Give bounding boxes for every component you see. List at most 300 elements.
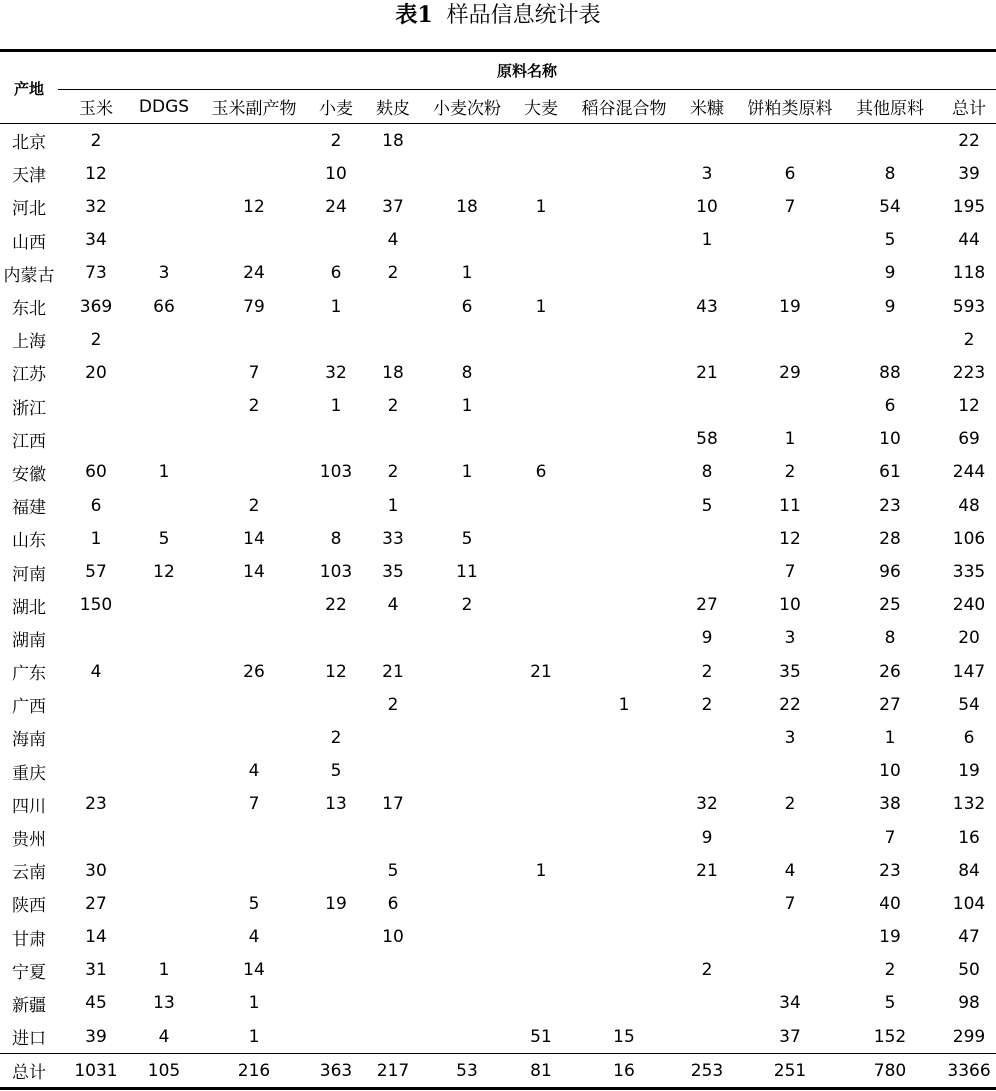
table-cell: 35	[382, 562, 404, 583]
table-cell	[506, 688, 576, 721]
table-cell: 1	[248, 1026, 260, 1047]
table-cell: 66	[153, 296, 175, 317]
table-cell	[134, 423, 194, 456]
table-cell	[134, 755, 194, 788]
table-cell: 2	[387, 263, 399, 284]
region-name: 四川	[12, 796, 46, 817]
table-cell: 369	[79, 296, 113, 317]
table-cell: 33	[382, 528, 404, 549]
table-cell: 1	[330, 296, 342, 317]
table-cell	[58, 721, 134, 754]
table-cell	[576, 257, 672, 290]
region-name: 广东	[12, 664, 46, 685]
table-cell	[576, 755, 672, 788]
table-cell: 81	[506, 1054, 576, 1089]
table-cell: 25	[879, 595, 901, 616]
table-cell	[314, 1020, 358, 1054]
table-cell	[742, 257, 838, 290]
table-cell	[428, 987, 506, 1020]
material-group-header: 原料名称	[58, 51, 996, 90]
region-name: 甘肃	[12, 929, 46, 950]
table-cell	[358, 323, 428, 356]
table-cell: 10	[879, 761, 901, 782]
table-cell	[506, 555, 576, 588]
table-cell	[742, 390, 838, 423]
table-cell: 2	[90, 329, 102, 350]
table-cell: 24	[325, 196, 347, 217]
table-cell: 1	[535, 196, 547, 217]
table-cell	[428, 755, 506, 788]
table-cell: 6	[535, 462, 547, 483]
table-cell: 8	[461, 362, 473, 383]
table-cell: 6	[884, 396, 896, 417]
table-cell	[358, 821, 428, 854]
table-cell: 9	[884, 296, 896, 317]
table-cell: 1	[248, 993, 260, 1014]
column-header: 大麦	[506, 90, 576, 124]
table-cell	[672, 124, 742, 158]
table-cell: 73	[85, 263, 107, 284]
table-cell	[506, 622, 576, 655]
table-cell: 20	[85, 362, 107, 383]
table-cell: 105	[134, 1054, 194, 1089]
table-cell: 21	[382, 661, 404, 682]
table-cell	[672, 555, 742, 588]
table-cell: 79	[243, 296, 265, 317]
table-cell	[134, 356, 194, 389]
table-cell: 4	[248, 927, 260, 948]
table-cell	[428, 655, 506, 688]
table-cell	[358, 755, 428, 788]
column-header: 稻谷混合物	[576, 90, 672, 124]
table-cell: 10	[779, 595, 801, 616]
table-cell: 23	[85, 794, 107, 815]
table-cell: 2	[387, 694, 399, 715]
table-cell: 51	[530, 1026, 552, 1047]
table-cell: 5	[158, 528, 170, 549]
table-cell: 23	[879, 495, 901, 516]
table-cell	[314, 622, 358, 655]
table-cell: 19	[325, 893, 347, 914]
table-cell: 14	[243, 562, 265, 583]
table-cell: 21	[530, 661, 552, 682]
table-cell	[194, 323, 314, 356]
table-caption	[0, 0, 996, 30]
table-cell: 299	[952, 1026, 986, 1047]
table-row	[0, 489, 996, 522]
table-cell: 335	[952, 562, 986, 583]
table-cell	[134, 157, 194, 190]
table-row	[0, 854, 996, 887]
table-row	[0, 323, 996, 356]
table-cell: 10	[879, 429, 901, 450]
region-name: 山东	[12, 531, 46, 552]
table-cell: 13	[325, 794, 347, 815]
table-cell	[134, 921, 194, 954]
table-cell: 57	[85, 562, 107, 583]
table-cell: 2	[330, 727, 342, 748]
table-cell: 1	[535, 296, 547, 317]
table-cell: 4	[387, 230, 399, 251]
table-row	[0, 356, 996, 389]
table-cell: 7	[248, 362, 260, 383]
table-cell: 3	[784, 727, 796, 748]
table-cell: 22	[958, 130, 980, 151]
table-row	[0, 755, 996, 788]
table-row	[0, 390, 996, 423]
table-row	[0, 290, 996, 323]
table-cell: 2	[387, 396, 399, 417]
region-name: 重庆	[12, 763, 46, 784]
table-cell: 2	[248, 396, 260, 417]
table-cell	[576, 987, 672, 1020]
table-cell: 31	[85, 960, 107, 981]
table-cell	[576, 887, 672, 920]
table-cell: 2	[784, 794, 796, 815]
table-cell	[672, 921, 742, 954]
table-cell: 1	[90, 528, 102, 549]
table-cell: 2	[90, 130, 102, 151]
table-cell: 38	[879, 794, 901, 815]
region-name: 海南	[12, 730, 46, 751]
table-cell: 217	[358, 1054, 428, 1089]
table-cell	[672, 887, 742, 920]
table-cell: 2	[387, 462, 399, 483]
caption-number: 表1	[395, 2, 433, 28]
table-cell: 6	[90, 495, 102, 516]
table-cell: 4	[90, 661, 102, 682]
region-name: 河南	[12, 564, 46, 585]
column-header: 米糠	[672, 90, 742, 124]
table-cell: 1	[461, 396, 473, 417]
table-cell	[428, 788, 506, 821]
table-cell: 4	[248, 761, 260, 782]
column-header: 总计	[942, 90, 996, 124]
table-cell: 10	[382, 927, 404, 948]
table-cell	[672, 390, 742, 423]
table-cell	[194, 456, 314, 489]
table-cell: 244	[952, 462, 986, 483]
region-name: 宁夏	[12, 962, 46, 983]
region-name: 新疆	[12, 995, 46, 1016]
table-cell	[134, 589, 194, 622]
table-cell	[742, 224, 838, 257]
table-row	[0, 124, 996, 158]
table-cell	[742, 124, 838, 158]
table-cell: 8	[701, 462, 713, 483]
table-cell	[194, 423, 314, 456]
table-cell: 5	[884, 993, 896, 1014]
table-cell	[672, 1020, 742, 1054]
table-cell	[194, 721, 314, 754]
table-cell: 21	[696, 362, 718, 383]
table-row	[0, 589, 996, 622]
table-cell	[194, 157, 314, 190]
table-cell	[576, 190, 672, 223]
table-row	[0, 987, 996, 1020]
table-cell: 7	[884, 827, 896, 848]
table-cell	[506, 390, 576, 423]
table-cell: 88	[879, 362, 901, 383]
table-cell: 147	[952, 661, 986, 682]
table-cell: 593	[952, 296, 986, 317]
table-row	[0, 788, 996, 821]
table-cell	[194, 821, 314, 854]
column-header: 小麦	[314, 90, 358, 124]
table-row	[0, 555, 996, 588]
table-cell	[134, 688, 194, 721]
table-cell: 32	[325, 362, 347, 383]
table-cell: 8	[884, 163, 896, 184]
table-cell: 780	[838, 1054, 942, 1089]
table-cell: 96	[879, 562, 901, 583]
table-cell: 132	[952, 794, 986, 815]
table-cell	[134, 323, 194, 356]
table-cell	[506, 821, 576, 854]
table-cell: 34	[779, 993, 801, 1014]
table-cell: 61	[879, 462, 901, 483]
table-cell: 5	[248, 893, 260, 914]
table-cell	[134, 124, 194, 158]
table-cell: 54	[879, 196, 901, 217]
table-cell: 6	[784, 163, 796, 184]
table-cell	[506, 323, 576, 356]
table-cell	[506, 157, 576, 190]
table-cell: 5	[701, 495, 713, 516]
table-cell	[506, 987, 576, 1020]
table-cell	[506, 755, 576, 788]
table-cell	[576, 622, 672, 655]
table-cell: 10	[325, 163, 347, 184]
table-cell: 5	[461, 528, 473, 549]
table-cell: 2	[884, 960, 896, 981]
table-cell	[576, 954, 672, 987]
table-cell: 253	[672, 1054, 742, 1089]
table-cell: 8	[330, 528, 342, 549]
table-cell	[428, 887, 506, 920]
table-cell: 3	[701, 163, 713, 184]
table-cell	[314, 423, 358, 456]
table-cell: 12	[325, 661, 347, 682]
table-cell: 13	[153, 993, 175, 1014]
region-name: 湖北	[12, 597, 46, 618]
table-cell	[576, 356, 672, 389]
table-cell: 18	[382, 130, 404, 151]
table-cell	[194, 224, 314, 257]
table-cell	[576, 854, 672, 887]
table-cell	[672, 323, 742, 356]
table-cell: 44	[958, 230, 980, 251]
table-cell	[428, 622, 506, 655]
table-cell: 1	[461, 263, 473, 284]
table-cell	[358, 987, 428, 1020]
table-cell	[576, 390, 672, 423]
table-cell	[58, 622, 134, 655]
table-cell: 69	[958, 429, 980, 450]
table-cell: 2	[963, 329, 975, 350]
table-cell: 17	[382, 794, 404, 815]
table-cell	[506, 356, 576, 389]
region-name: 上海	[12, 332, 46, 353]
table-cell	[576, 921, 672, 954]
table-cell: 11	[456, 562, 478, 583]
table-cell: 4	[784, 860, 796, 881]
table-cell: 14	[243, 960, 265, 981]
table-cell	[742, 821, 838, 854]
table-cell	[576, 788, 672, 821]
table-cell: 251	[742, 1054, 838, 1089]
table-cell	[576, 323, 672, 356]
table-cell: 1	[330, 396, 342, 417]
table-cell: 1031	[58, 1054, 134, 1089]
table-cell	[506, 224, 576, 257]
column-header: DDGS	[134, 90, 194, 124]
column-header: 其他原料	[838, 90, 942, 124]
table-cell	[742, 323, 838, 356]
table-cell: 58	[696, 429, 718, 450]
table-cell: 47	[958, 927, 980, 948]
table-cell	[314, 854, 358, 887]
table-cell: 27	[879, 694, 901, 715]
table-cell: 34	[85, 230, 107, 251]
table-cell	[576, 423, 672, 456]
table-cell	[576, 224, 672, 257]
table-row	[0, 622, 996, 655]
table-cell: 19	[958, 761, 980, 782]
total-row	[0, 1054, 996, 1089]
table-cell: 2	[248, 495, 260, 516]
table-cell: 19	[779, 296, 801, 317]
table-cell: 7	[784, 893, 796, 914]
table-cell: 4	[158, 1026, 170, 1047]
table-cell	[506, 522, 576, 555]
table-cell: 7	[784, 562, 796, 583]
table-row	[0, 257, 996, 290]
table-cell: 32	[85, 196, 107, 217]
table-cell	[576, 124, 672, 158]
table-row	[0, 887, 996, 920]
table-cell	[358, 721, 428, 754]
table-cell: 37	[382, 196, 404, 217]
table-cell: 32	[696, 794, 718, 815]
table-cell: 6	[330, 263, 342, 284]
table-cell	[576, 157, 672, 190]
table-cell: 15	[613, 1026, 635, 1047]
table-cell	[358, 423, 428, 456]
table-cell: 1	[884, 727, 896, 748]
table-row	[0, 190, 996, 223]
column-header: 小麦次粉	[428, 90, 506, 124]
table-cell: 12	[85, 163, 107, 184]
table-row	[0, 721, 996, 754]
table-cell	[58, 423, 134, 456]
table-cell: 12	[958, 396, 980, 417]
region-name: 进口	[12, 1029, 46, 1050]
table-cell	[358, 1020, 428, 1054]
table-cell: 43	[696, 296, 718, 317]
table-cell: 150	[79, 595, 113, 616]
table-cell: 223	[952, 362, 986, 383]
table-cell: 12	[779, 528, 801, 549]
table-cell: 16	[576, 1054, 672, 1089]
region-name: 河北	[12, 199, 46, 220]
table-cell: 39	[85, 1026, 107, 1047]
table-cell: 118	[952, 263, 986, 284]
table-cell	[58, 821, 134, 854]
table-cell	[134, 224, 194, 257]
table-cell	[428, 954, 506, 987]
table-cell	[506, 887, 576, 920]
table-cell	[576, 821, 672, 854]
column-header: 饼粕类原料	[742, 90, 838, 124]
table-cell: 1	[461, 462, 473, 483]
table-cell	[576, 721, 672, 754]
table-cell: 1	[618, 694, 630, 715]
table-cell	[838, 323, 942, 356]
table-cell	[428, 224, 506, 257]
table-cell: 84	[958, 860, 980, 881]
caption-text: 样品信息统计表	[446, 3, 601, 28]
table-cell: 26	[879, 661, 901, 682]
region-header: 产地	[0, 51, 58, 124]
table-cell: 1	[535, 860, 547, 881]
table-cell: 5	[330, 761, 342, 782]
table-cell	[314, 323, 358, 356]
table-cell: 18	[382, 362, 404, 383]
table-cell	[576, 555, 672, 588]
table-cell: 14	[85, 927, 107, 948]
table-cell: 9	[701, 827, 713, 848]
table-cell	[672, 257, 742, 290]
table-cell	[576, 456, 672, 489]
table-cell	[134, 655, 194, 688]
region-name: 总计	[0, 1054, 58, 1089]
table-cell	[194, 124, 314, 158]
region-name: 陕西	[12, 896, 46, 917]
region-name: 山西	[12, 232, 46, 253]
table-cell	[506, 921, 576, 954]
table-cell	[428, 688, 506, 721]
table-cell	[672, 721, 742, 754]
table-cell: 19	[879, 927, 901, 948]
table-cell: 27	[696, 595, 718, 616]
table-cell: 22	[325, 595, 347, 616]
table-cell: 1	[158, 960, 170, 981]
column-header: 玉米	[58, 90, 134, 124]
table-cell: 60	[85, 462, 107, 483]
region-name: 贵州	[12, 830, 46, 851]
table-row	[0, 522, 996, 555]
table-row	[0, 423, 996, 456]
table-cell: 1	[784, 429, 796, 450]
region-name: 江西	[12, 431, 46, 452]
region-name: 广西	[12, 697, 46, 718]
table-cell: 152	[873, 1026, 907, 1047]
table-cell: 195	[952, 196, 986, 217]
table-cell	[58, 390, 134, 423]
table-cell	[134, 854, 194, 887]
table-cell	[134, 821, 194, 854]
table-row	[0, 456, 996, 489]
table-cell: 20	[958, 628, 980, 649]
table-row	[0, 954, 996, 987]
table-cell	[314, 821, 358, 854]
table-cell	[194, 688, 314, 721]
table-cell	[428, 489, 506, 522]
table-cell: 363	[314, 1054, 358, 1089]
table-cell: 1	[701, 230, 713, 251]
table-cell	[194, 589, 314, 622]
